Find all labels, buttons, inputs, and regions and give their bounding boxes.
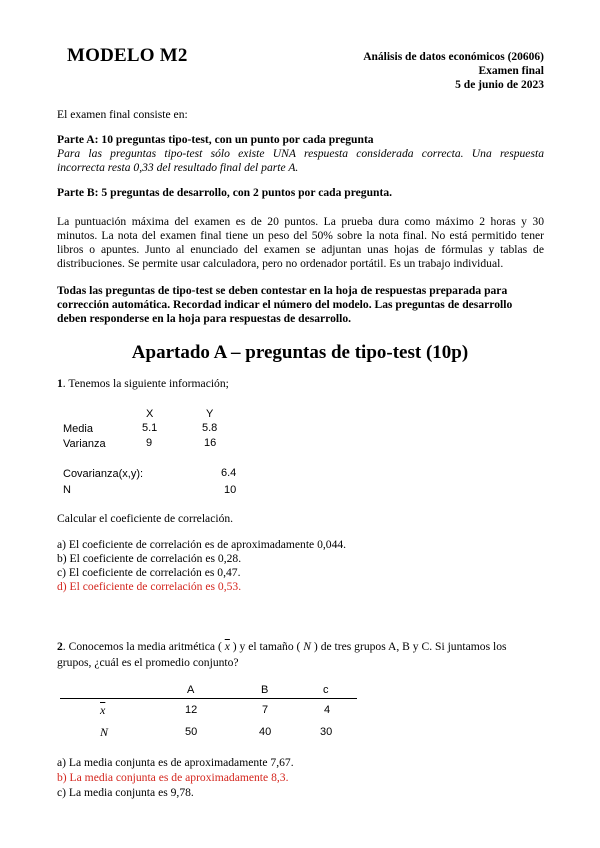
q1-cov-label: Covarianza(x,y): (63, 468, 144, 480)
q1-option-b: b) El coeficiente de correlación es 0,28. (57, 552, 242, 565)
rules-line1: La puntuación máxima del examen es de 20 puntos. La prueba dura como máximo 2 horas y 30 (57, 215, 544, 228)
q1-var-x: 9 (146, 437, 153, 449)
q2-option-b-correct: b) La media conjunta es de aproximadamente 8,3. (57, 771, 289, 784)
course-name: Análisis de datos económicos (20606) (363, 51, 544, 63)
q1-number: 1 (57, 377, 63, 390)
q1-prompt: Calcular el coeficiente de correlación. (57, 512, 234, 525)
q2-option-a: a) La media conjunta es de aproximadamente 7,67. (57, 756, 294, 769)
model-title: MODELO M2 (67, 45, 188, 66)
q2-xbar-c: 4 (324, 704, 331, 716)
part-a-note-line1: Para las preguntas tipo-test sólo existe UNA respuesta considerada correcta. Una respuesta (57, 147, 544, 160)
q1-media-x: 5.1 (142, 422, 158, 434)
xbar-symbol: $\overline{x}$ (224, 640, 230, 653)
instructions-line2: corrección automática. Recordad indicar el número del modelo. Las preguntas de desarrollo (57, 298, 513, 311)
q1-col-y: Y (206, 408, 214, 420)
q1-var-label: Varianza (63, 438, 106, 450)
q1-n-value: 10 (224, 484, 237, 496)
q1-text: . Tenemos la siguiente información; (62, 377, 229, 390)
q2-statement-line2: grupos, ¿cuál es el promedio conjunto? (57, 656, 239, 669)
q2-col-a: A (187, 684, 195, 696)
rules-line3: libros o apuntes. Junto al enunciado del examen se adjuntan unas hojas de fórmulas y tablas de (57, 243, 544, 256)
q1-option-c: c) El coeficiente de correlación es 0,47. (57, 566, 241, 579)
instructions-line3: deben responderse en la hoja para respuestas de desarrollo. (57, 312, 352, 325)
exam-date: 5 de junio de 2023 (455, 79, 544, 91)
part-a-title: Parte A: 10 preguntas tipo-test, con un punto por cada pregunta (57, 133, 374, 146)
q2-n-c: 30 (320, 726, 333, 738)
exam-type: Examen final (478, 65, 544, 77)
section-title: Apartado A – preguntas de tipo-test (10p) (131, 342, 469, 363)
q2-text-part2: ) y el tamaño ( (229, 640, 304, 653)
part-a-note-line2: incorrecta resta 0,33 del resultado final del parte A. (57, 161, 299, 174)
q1-var-y: 16 (204, 437, 217, 449)
q1-media-label: Media (63, 423, 93, 435)
q2-col-c: c (323, 684, 329, 696)
intro-lead: El examen final consiste en: (57, 108, 188, 121)
q2-option-c: c) La media conjunta es 9,78. (57, 786, 194, 799)
part-b-title: Parte B: 5 preguntas de desarrollo, con 2 puntos por cada pregunta. (57, 186, 393, 199)
q2-text-part3: ) de tres grupos A, B y C. Si juntamos los (311, 640, 507, 653)
q2-n-a: 50 (185, 726, 198, 738)
q2-row-xbar-label: $\overline{x}$ (100, 703, 106, 717)
q2-text-part1: . Conocemos la media aritmética ( (62, 640, 225, 653)
q1-option-d-correct: d) El coeficiente de correlación es 0,53. (57, 580, 242, 593)
q1-option-a: a) El coeficiente de correlación es de aproximadamente 0,044. (57, 538, 347, 551)
q2-xbar-a: 12 (185, 704, 198, 716)
q1-col-x: X (146, 408, 154, 420)
n-symbol: N (303, 640, 312, 653)
q2-number: 2 (57, 640, 63, 653)
q1-n-label: N (63, 484, 71, 496)
q2-xbar-b: 7 (262, 704, 269, 716)
rules-line4: distribuciones. Se permite usar calculadora, pero no ordenador portátil. Es un trabajo individual. (57, 257, 504, 270)
table-divider (60, 698, 357, 699)
q2-col-b: B (261, 684, 269, 696)
q2-statement-line1 (57, 640, 544, 654)
q1-cov-value: 6.4 (221, 467, 237, 479)
q2-row-n-label: N (100, 725, 109, 739)
rules-line2: minutos. La nota del examen final tiene un peso del 50% sobre la nota final. No está permitido tener (57, 229, 544, 242)
instructions-line1: Todas las preguntas de tipo-test se deben contestar en la hoja de respuestas preparada para (57, 284, 508, 297)
q1-media-y: 5.8 (202, 422, 218, 434)
q2-n-b: 40 (259, 726, 272, 738)
q1-statement (57, 377, 544, 391)
